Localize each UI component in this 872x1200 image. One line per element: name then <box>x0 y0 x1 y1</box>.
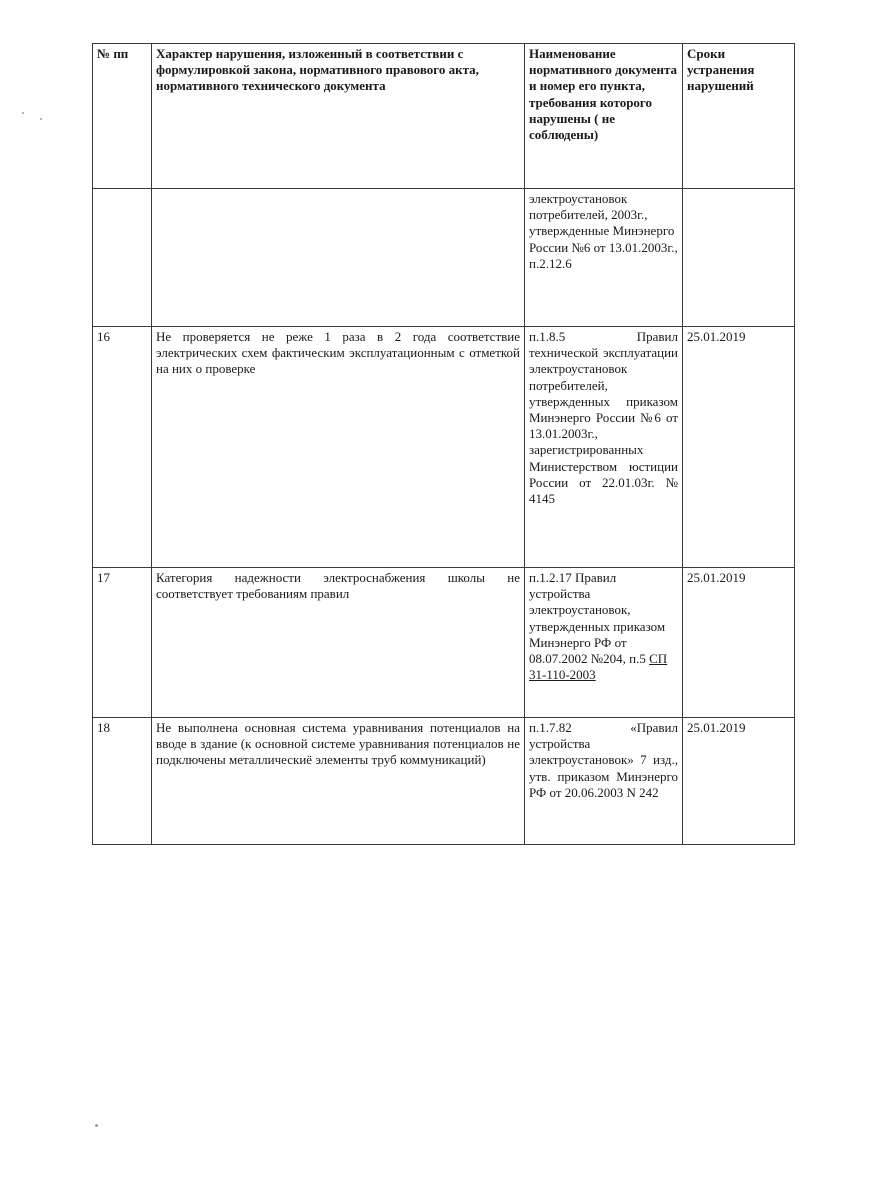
table-row <box>93 189 795 327</box>
scan-speck <box>95 1124 98 1127</box>
table-row <box>93 327 795 568</box>
table-header-row <box>93 44 795 189</box>
row-document: п.1.8.5 Правил технической эксплуатации электроустановок потребителей, утвержденных приказом Минэнерго России №6 от 13.01.2003г., зарегистрированных Министерством юстиции России от 22.01.03г. № 4145 <box>525 327 683 568</box>
header-deadline: Сроки устранения нарушений <box>683 44 795 189</box>
scan-speck <box>40 118 42 120</box>
header-description: Характер нарушения, изложенный в соответствии с формулировкой закона, нормативного правового акта, нормативного технического документа <box>152 44 525 189</box>
row-description <box>152 189 525 327</box>
row-num <box>93 189 152 327</box>
header-num: № пп <box>93 44 152 189</box>
row-document: электроустановок потребителей, 2003г., утвержденные Минэнерго России №6 от 13.01.2003г., п.2.12.6 <box>525 189 683 327</box>
table-row <box>93 568 795 718</box>
row-document-text: п.1.2.17 Правил устройства электроустановок, утвержденных приказом Минэнерго РФ от 08.07.2002 №204, п.5 <box>529 570 666 667</box>
row-deadline: 25.01.2019 <box>683 568 795 718</box>
row-document: п.1.7.82 «Правил устройства электроустановок» 7 изд., утв. приказом Минэнерго РФ от 20.06.2003 N 242 <box>525 718 683 845</box>
row-description: Не выполнена основная система уравнивания потенциалов на вводе в здание (к основной системе уравнивания потенциалов не подключены металлическиё элементы труб коммуникаций) <box>152 718 525 845</box>
scan-speck <box>22 112 24 114</box>
row-num: 17 <box>93 568 152 718</box>
table-row <box>93 718 795 845</box>
row-description: Категория надежности электроснабжения школы не соответствует требованиям правил <box>152 568 525 718</box>
header-document: Наименование нормативного документа и номер его пункта, требования которого нарушены ( не соблюдены) <box>525 44 683 189</box>
row-deadline: 25.01.2019 <box>683 718 795 845</box>
row-document-underlined: СП 31-110-2003 <box>529 651 668 683</box>
row-num: 18 <box>93 718 152 845</box>
violations-table <box>92 43 795 845</box>
row-document <box>525 568 683 718</box>
row-deadline <box>683 189 795 327</box>
row-description: Не проверяется не реже 1 раза в 2 года соответствие электрических схем фактическим эксплуатационным с отметкой на них о проверке <box>152 327 525 568</box>
row-num: 16 <box>93 327 152 568</box>
row-deadline: 25.01.2019 <box>683 327 795 568</box>
